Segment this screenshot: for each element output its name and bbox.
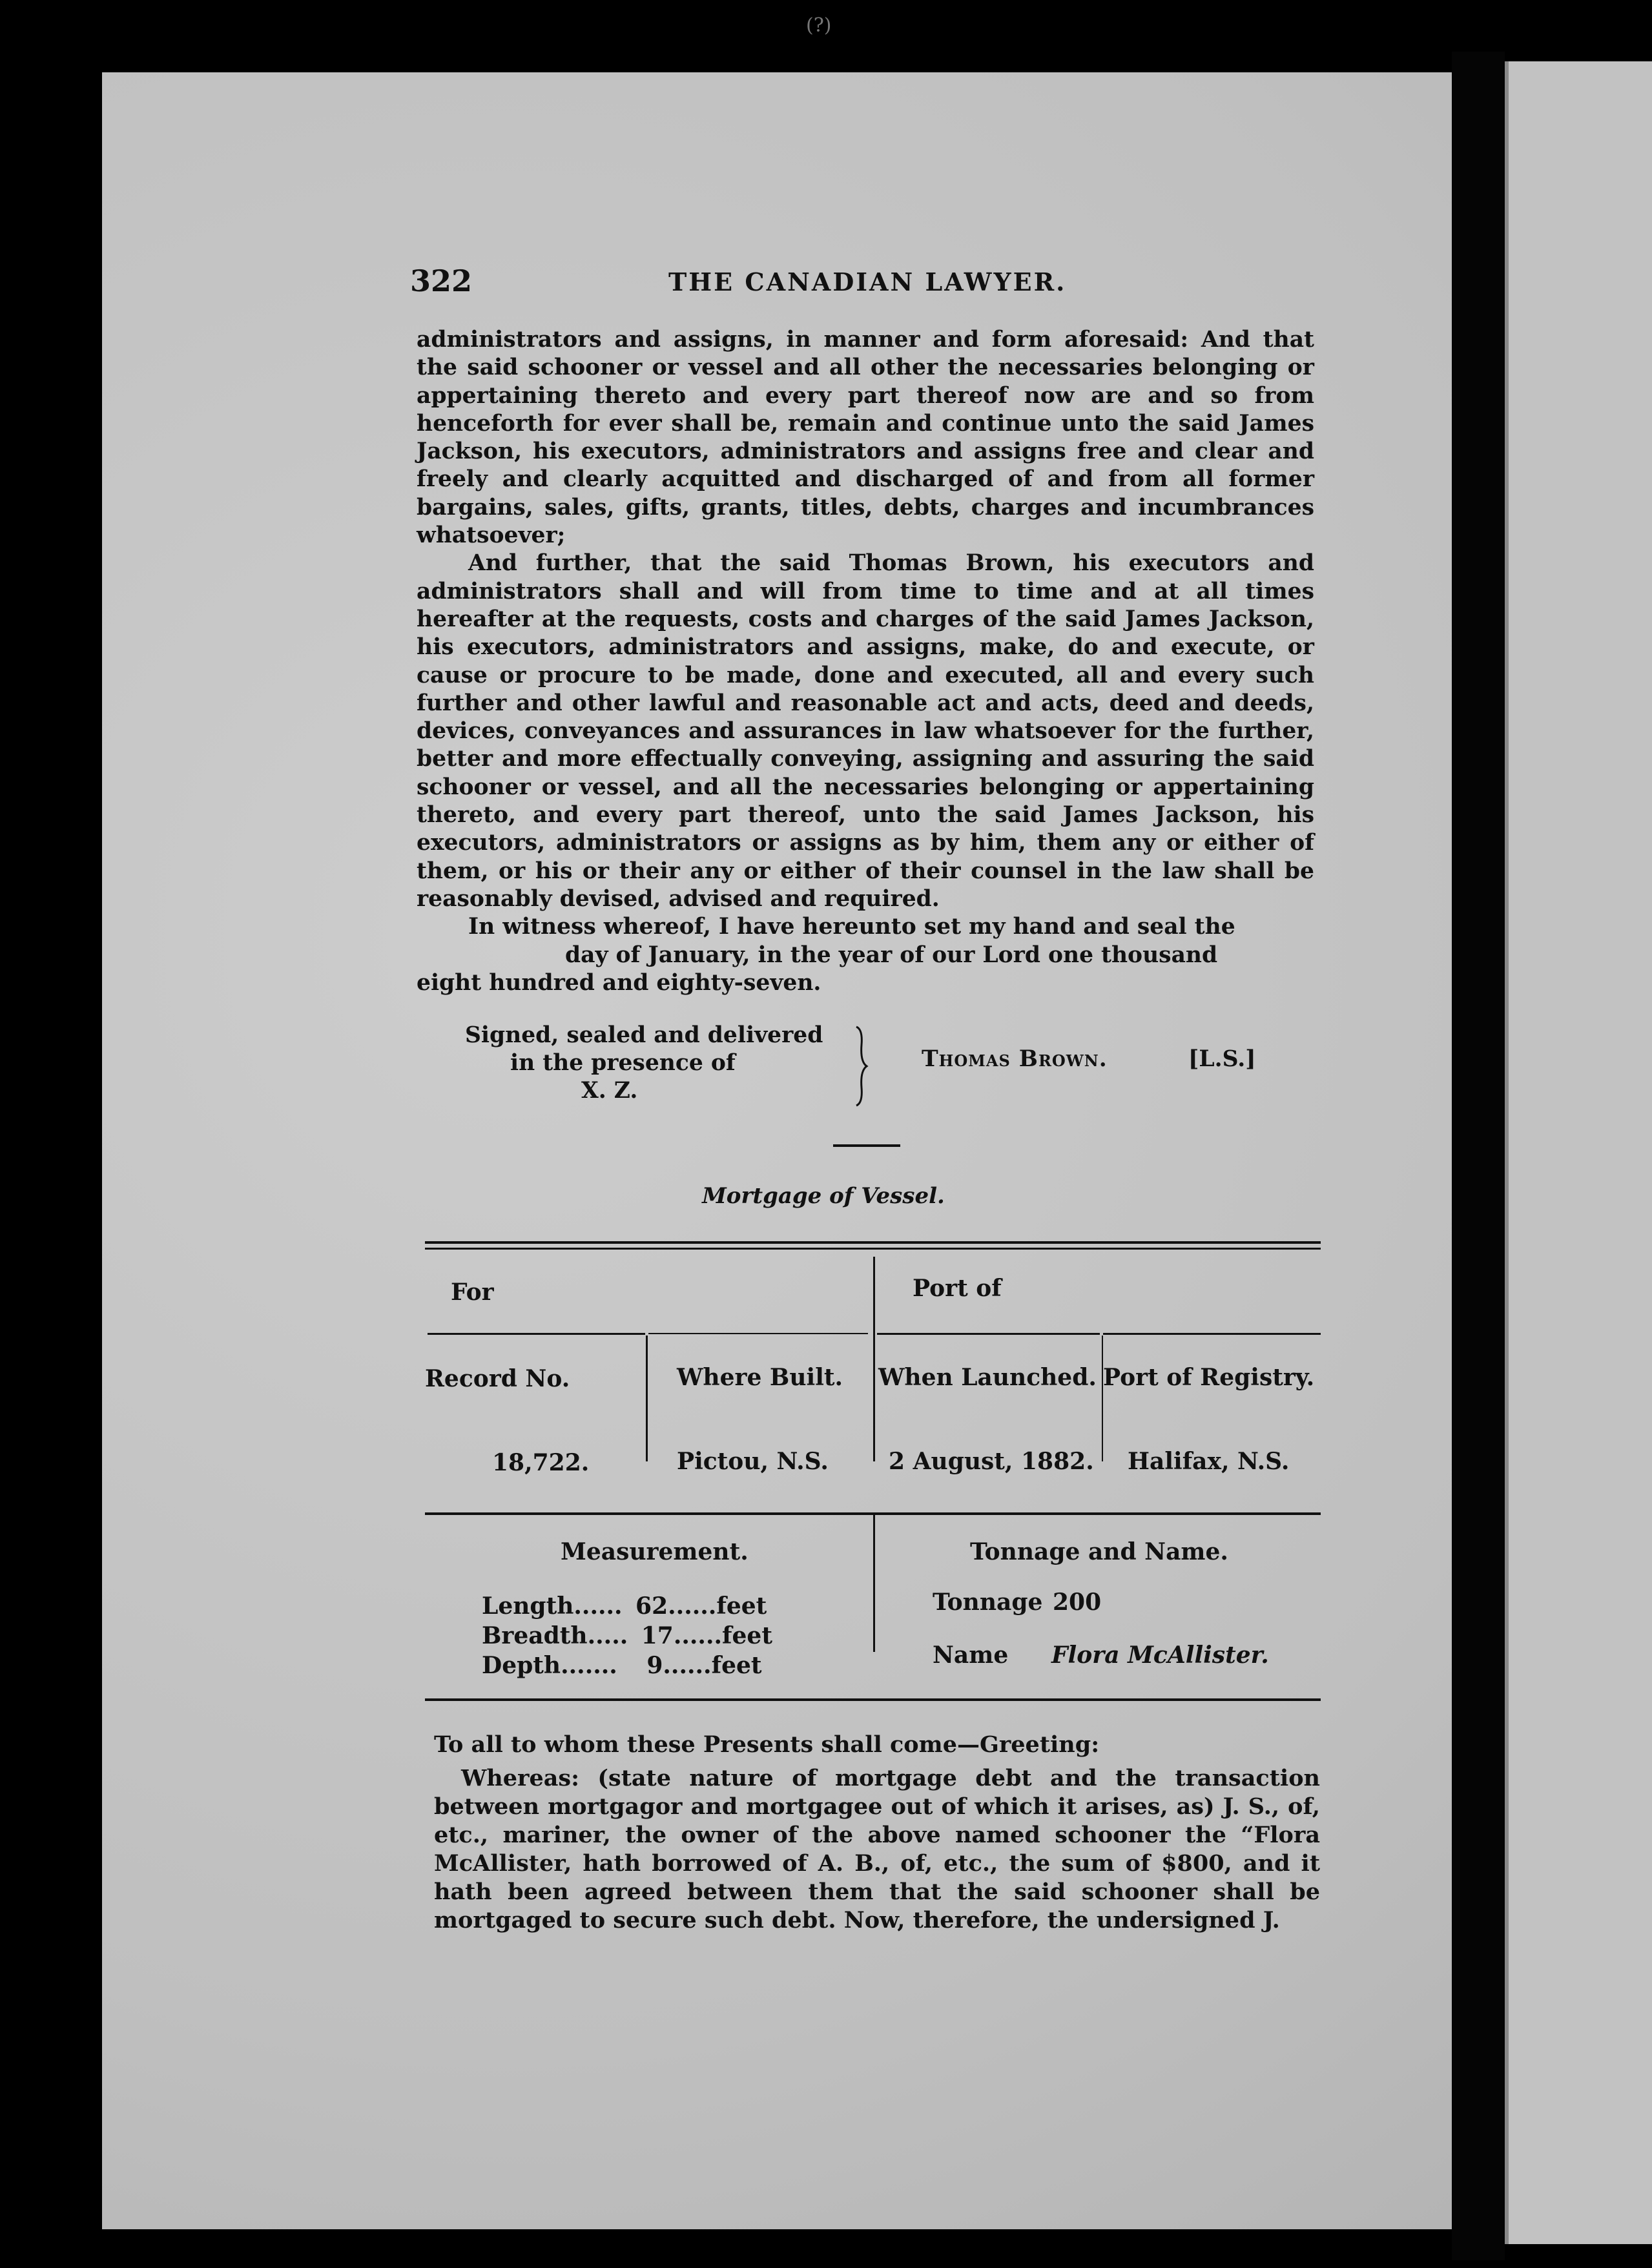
header-rule-4 <box>1103 1333 1321 1335</box>
tonnage-label: Tonnage <box>933 1589 1043 1616</box>
running-head: THE CANADIAN LAWYER. <box>668 267 1067 296</box>
seal-mark: [L.S.] <box>1188 1046 1256 1072</box>
table-top-rule <box>425 1241 1321 1244</box>
header-port-of-registry: Port of Registry. <box>1103 1364 1315 1391</box>
table-bottom-rule <box>425 1698 1321 1701</box>
tonnage-title: Tonnage and Name. <box>970 1538 1228 1565</box>
section-divider <box>833 1144 900 1147</box>
page-gutter <box>1452 52 1505 2260</box>
value-port-of-registry: Halifax, N.S. <box>1128 1448 1290 1475</box>
page-number: 322 <box>410 263 473 298</box>
measurement-title: Measurement. <box>561 1538 749 1565</box>
for-label: For <box>451 1279 494 1306</box>
measurement-breadth: Breadth..... 17......feet <box>482 1622 772 1649</box>
witness-line-2: day of January, in the year of our Lord one thousand <box>565 942 1218 968</box>
vessel-table <box>425 1241 1321 1706</box>
name-label: Name <box>933 1642 1009 1669</box>
top-mark: (?) <box>806 14 832 37</box>
closing-text <box>434 1731 1320 1940</box>
header-record-no: Record No. <box>425 1365 570 1392</box>
paragraph-2: And further, that the said Thomas Brown, his executors and administrators shall and will from time to time and at all times hereafter at the requests, costs and charges of the said James Jackson, his executors, administrators and assigns, make, do and execute, or cause or procure to be made, done and executed, all and every such further and other lawful and reasonable act and acts, deed and deeds, devices, conveyances and assurances in law whatsoever for the further, better and more effectually conveying, assigning and assuring the said schooner or vessel, and all the necessaries belonging or appertaining thereto, and every part thereof, unto the said James Jackson, his executors, administrators or assigns as by him, them any or either of them, or his or their any or either of their counsel in the law shall be reasonably devised, advised and required. <box>417 550 1314 912</box>
top-divider <box>873 1257 875 1376</box>
port-of-label: Port of <box>913 1275 1002 1302</box>
header-when-launched: When Launched. <box>878 1364 1097 1391</box>
signed-sealed-line: Signed, sealed and delivered <box>465 1022 823 1048</box>
value-record-no: 18,722. <box>492 1449 590 1476</box>
header-rule-3 <box>877 1333 1100 1335</box>
whereas-paragraph: Whereas: (state nature of mortgage debt and the transaction between mortgagor and mortgagee out of which it arises, as) J. S., of, etc., mariner, the owner of the above named schooner the “Flora McAllister, hath borrowed of A. B., of, etc., the sum of $800, and it hath been agreed between them that the said schooner shall be mortgaged to secure such debt. Now, therefore, the undersigned J. <box>434 1765 1320 1933</box>
value-when-launched: 2 August, 1882. <box>889 1448 1094 1475</box>
form-title: Mortgage of Vessel. <box>702 1183 945 1209</box>
witness-line-3: eight hundred and eighty-seven. <box>417 969 821 996</box>
witness-line-1: In witness whereof, I have hereunto set my hand and seal the <box>468 914 1235 940</box>
measurement-depth: Depth....... 9......feet <box>482 1652 762 1679</box>
tonnage-value: 200 <box>1053 1589 1102 1616</box>
body-text <box>417 326 1314 997</box>
measurement-list <box>482 1591 772 1680</box>
signer-name: Thomas Brown. <box>922 1046 1108 1072</box>
col-divider-1 <box>646 1335 648 1461</box>
bottom-divider <box>873 1515 875 1652</box>
page-header <box>410 263 1321 302</box>
col-divider-2 <box>873 1376 875 1461</box>
measurement-length: Length...... 62......feet <box>482 1593 767 1620</box>
header-rule-2 <box>648 1333 868 1334</box>
table-top-rule-2 <box>425 1248 1321 1250</box>
paragraph-1: administrators and assigns, in manner and form aforesaid: And that the said schooner or vessel and all other the necessaries belonging or appertaining thereto and every part thereof now are and so from henceforth for ever shall be, remain and continue unto the said James Jackson, his executors, administrators and assigns free and clear and freely and clearly acquitted and discharged of and from all former bargains, sales, gifts, grants, titles, debts, charges and incumbrances whatsoever; <box>417 327 1314 549</box>
witness-block <box>465 1022 852 1105</box>
signature-block <box>465 1022 1317 1112</box>
witness-initials: X. Z. <box>581 1078 638 1104</box>
vessel-name: Flora McAllister. <box>1051 1642 1269 1669</box>
header-where-built: Where Built. <box>677 1364 843 1391</box>
adjacent-page-edge <box>1505 61 1652 2244</box>
brace-icon <box>852 1026 871 1107</box>
presence-line: in the presence of <box>510 1050 736 1076</box>
col-divider-3 <box>1102 1335 1103 1461</box>
greeting: To all to whom these Presents shall come—Greeting: <box>434 1731 1100 1758</box>
value-where-built: Pictou, N.S. <box>677 1448 829 1475</box>
header-rule-1 <box>428 1333 645 1335</box>
